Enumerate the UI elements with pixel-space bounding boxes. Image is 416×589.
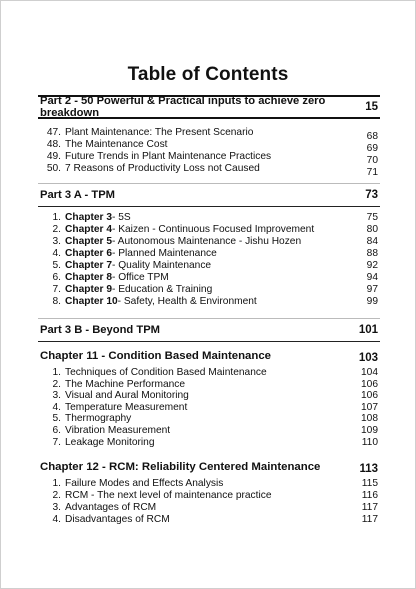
toc-section-part-3b: [38, 318, 380, 342]
entry-chapter: Chapter 9: [65, 283, 112, 295]
toc-entry[interactable]: [38, 212, 380, 224]
entry-title: Visual and Aural Monitoring: [65, 390, 189, 402]
entry-page: 75: [366, 212, 378, 224]
entry-title: Techniques of Condition Based Maintenance: [65, 367, 267, 378]
entry-title: 7 Reasons of Productivity Loss not Caused: [65, 163, 260, 175]
section-page-number: 113: [359, 463, 378, 475]
entry-number: 47.: [46, 127, 61, 139]
entry-number: 3.: [52, 501, 61, 513]
toc-entry[interactable]: [38, 390, 380, 402]
section-page-number: 101: [358, 324, 378, 336]
entry-title: - Kaizen - Continuous Focused Improvement: [112, 224, 315, 236]
toc-list: [38, 127, 380, 179]
entry-number: 2.: [52, 378, 61, 390]
toc-section-chapter-11: [38, 348, 380, 448]
toc-entry[interactable]: [38, 402, 380, 414]
section-heading-label: Part 3 B - Beyond TPM: [40, 324, 160, 336]
section-heading[interactable]: [38, 184, 380, 207]
toc-entry[interactable]: [38, 163, 380, 179]
entry-title: RCM - The next level of maintenance practice: [65, 490, 272, 501]
entry-page: 117: [361, 501, 378, 513]
entry-title: - Quality Maintenance: [112, 259, 212, 271]
toc-list: [38, 212, 380, 307]
entry-chapter: Chapter 4: [65, 224, 112, 236]
entry-chapter: Chapter 10: [65, 295, 118, 307]
entry-page: 106: [361, 390, 378, 402]
toc-entry[interactable]: [38, 271, 380, 283]
entry-page: 108: [361, 413, 378, 425]
toc-entry[interactable]: [38, 139, 380, 155]
entry-title: - Autonomous Maintenance - Jishu Hozen: [112, 236, 302, 248]
toc-entry[interactable]: [38, 513, 380, 525]
entry-title: - Education & Training: [112, 283, 213, 295]
entry-chapter: Chapter 6: [65, 247, 112, 259]
entry-number: 7.: [52, 436, 61, 448]
entry-page: 99: [366, 295, 378, 307]
toc-list: [38, 478, 380, 525]
entry-page: 117: [361, 513, 378, 525]
entry-page: 109: [361, 424, 378, 436]
entry-page: 116: [361, 490, 378, 501]
entry-number: 49.: [46, 151, 61, 163]
entry-title: Vibration Measurement: [65, 424, 171, 436]
toc-entry[interactable]: [38, 260, 380, 272]
entry-title: Thermography: [65, 413, 132, 425]
toc-entry[interactable]: [38, 283, 380, 295]
toc-entry[interactable]: [38, 151, 380, 167]
section-page-number: 73: [365, 189, 378, 201]
entry-title: Disadvantages of RCM: [65, 513, 170, 525]
entry-chapter: Chapter 5: [65, 236, 112, 248]
entry-title: Advantages of RCM: [65, 501, 157, 513]
entry-number: 5.: [52, 413, 61, 425]
entry-number: 5.: [52, 259, 61, 271]
toc-entry[interactable]: [38, 367, 380, 379]
entry-title: - Safety, Health & Environment: [117, 295, 257, 307]
entry-number: 1.: [52, 367, 61, 378]
entry-page: 110: [361, 436, 378, 448]
entry-number: 4.: [52, 513, 61, 525]
toc-entry[interactable]: [38, 236, 380, 248]
entry-number: 3.: [52, 390, 61, 402]
entry-number: 1.: [52, 212, 61, 224]
toc-entry[interactable]: [38, 224, 380, 236]
entry-page: 71: [366, 167, 378, 179]
entry-page: 80: [366, 224, 378, 236]
entry-page: 115: [361, 478, 378, 490]
entry-chapter: Chapter 7: [65, 259, 112, 271]
entry-number: 7.: [52, 283, 61, 295]
toc-entry[interactable]: [38, 490, 380, 502]
toc-entry[interactable]: [38, 248, 380, 260]
entry-number: 3.: [52, 236, 61, 248]
toc-entry[interactable]: [38, 437, 380, 449]
entry-page: 70: [366, 155, 378, 167]
section-page-number: 15: [365, 101, 378, 113]
entry-title: - Planned Maintenance: [112, 247, 217, 259]
toc-entry[interactable]: [38, 379, 380, 391]
entry-page: 106: [361, 378, 378, 390]
section-heading-label: Chapter 11 - Condition Based Maintenance: [40, 350, 272, 362]
entry-page: 92: [366, 259, 378, 271]
entry-title: Failure Modes and Effects Analysis: [65, 478, 224, 490]
entry-title: - Office TPM: [112, 271, 169, 283]
entry-title: - 5S: [112, 212, 131, 224]
entry-page: 69: [366, 143, 378, 155]
section-heading-label: Chapter 12 - RCM: Reliability Centered Maintenance: [40, 461, 321, 473]
entry-number: 48.: [46, 139, 61, 151]
entry-title: Plant Maintenance: The Present Scenario: [65, 127, 254, 139]
toc-entry[interactable]: [38, 478, 380, 490]
toc-entry[interactable]: [38, 413, 380, 425]
section-heading-label: Part 2 - 50 Powerful & Practical inputs to achieve zero breakdown: [40, 95, 326, 119]
toc-entry[interactable]: [38, 502, 380, 514]
toc-entry[interactable]: [38, 127, 380, 143]
toc-entry[interactable]: [38, 295, 380, 307]
toc-list: [38, 367, 380, 448]
toc-section-chapter-12: [38, 459, 380, 525]
entry-title: Temperature Measurement: [65, 401, 188, 413]
toc-entry[interactable]: [38, 425, 380, 437]
toc-section-part-3a: [38, 183, 380, 307]
entry-title: The Maintenance Cost: [65, 139, 168, 151]
entry-page: 107: [361, 401, 378, 413]
entry-title: Future Trends in Plant Maintenance Practices: [65, 151, 272, 163]
section-heading[interactable]: [38, 348, 380, 364]
entry-page: 97: [366, 283, 378, 295]
entry-page: 68: [366, 131, 378, 143]
entry-page: 84: [366, 236, 378, 248]
entry-number: 4.: [52, 401, 61, 413]
entry-number: 6.: [52, 271, 61, 283]
entry-title: The Machine Performance: [65, 378, 186, 390]
entry-number: 8.: [52, 295, 61, 307]
entry-number: 2.: [52, 490, 61, 501]
page-title: Table of Contents: [127, 64, 289, 85]
section-page-number: 103: [358, 352, 378, 364]
entry-chapter: Chapter 3: [65, 212, 112, 224]
section-heading-label: Part 3 A - TPM: [40, 189, 116, 201]
entry-page: 94: [366, 271, 378, 283]
entry-title: Leakage Monitoring: [65, 436, 155, 448]
section-heading[interactable]: [38, 319, 380, 342]
entry-page: 104: [361, 367, 378, 378]
toc-section-part-2: [38, 95, 380, 179]
section-heading[interactable]: [38, 95, 380, 119]
entry-number: 1.: [52, 478, 61, 490]
entry-number: 6.: [52, 424, 61, 436]
entry-number: 50.: [46, 163, 61, 175]
entry-number: 2.: [52, 224, 61, 236]
entry-number: 4.: [52, 247, 61, 259]
section-heading[interactable]: [38, 459, 380, 475]
entry-chapter: Chapter 8: [65, 271, 112, 283]
entry-page: 88: [366, 247, 378, 259]
